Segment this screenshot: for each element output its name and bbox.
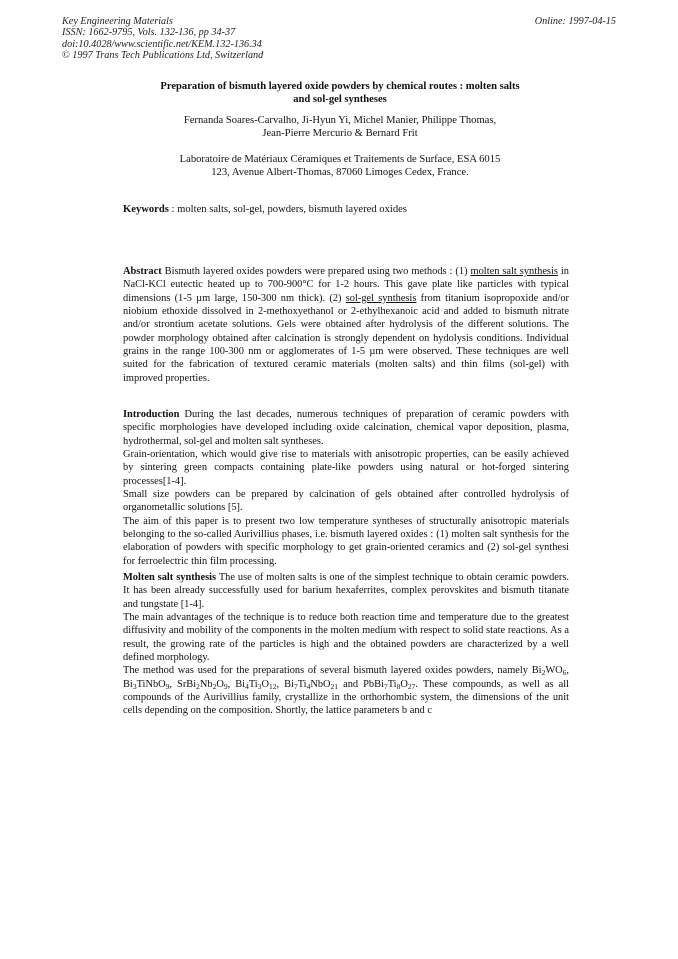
intro-paragraph: Grain-orientation, which would give rise to materials with anisotropic properties, can be easily achieved by sintering green compacts containing plate-like powders using natural or hot-forged sintering processes[1-4]. [123, 449, 569, 487]
copyright-line: © 1997 Trans Tech Publications Ltd, Switzerland [62, 49, 264, 61]
title-line: Preparation of bismuth layered oxide powders by chemical routes : molten salts [160, 81, 520, 92]
abstract-label: Abstract [123, 266, 162, 277]
paper-title [110, 80, 570, 107]
abstract-underlined-text: molten salt synthesis [470, 266, 558, 277]
doi-line: doi:10.4028/www.scientific.net/KEM.132-136.34 [62, 38, 262, 50]
molten-paragraph [123, 571, 569, 611]
molten-text: The method was used for the preparations of several bismuth layered oxides powders, namely [123, 665, 532, 677]
author-line: Jean-Pierre Mercurio & Bernard Frit [262, 128, 418, 140]
journal-name: Key Engineering Materials [62, 16, 173, 27]
author-list [110, 114, 570, 141]
introduction-heading: Introduction [123, 409, 180, 420]
citation-block [62, 16, 362, 61]
intro-paragraph: The aim of this paper is to present two low temperature syntheses of structurally anisotropic materials belonging to the so-called Aurivillius phases, i.e. bismuth layered oxides : (1) molten salt synthesis for the elaboration of powders with specific morphology to get grain-oriented ceramics and (2) sol-gel synthesi for ferroelectric thin film processing. [123, 515, 569, 567]
affiliation-line: 123, Avenue Albert-Thomas, 87060 Limoges Cedex, France. [211, 167, 469, 179]
formula-list: $Bi_2WO_6$, $Bi_3TiNbO_9$, $SrBi_2Nb_2O_9$, $Bi_4Ti_3O_{12}$, $Bi_7Ti_4NbO_{21}$ and $PbBi_7Ti_8O_{27}$. [123, 665, 569, 691]
abstract-text: from titanium isopropoxide and/or niobium ethoxide dissolved in 2-methoxyethanol or 2-ethylhexanoic acid and added to bismuth nitrate and/or strontium acetate solutions. Gels were obtained after hydrolysis of the different solutions. The powder morphology obtained after calcination is strongly dependent on hydolysis conditions. Individual grains in the range 100-300 nm or agglomerates of 1-5 µm were observed. These techniques are well suited for the fabrication of textured ceramic materials (molten salts) and thin films (sol-gel) with improved properties. [123, 292, 569, 384]
online-date: Online: 1997-04-15 [534, 16, 616, 27]
title-line: and sol-gel syntheses [293, 94, 387, 106]
molten-paragraph [123, 664, 569, 717]
molten-salt-heading: Molten salt synthesis [123, 572, 217, 583]
keywords-label: Keywords [123, 204, 169, 215]
molten-text: The use of molten salts is one of the simplest technique to obtain ceramic powders. It has been already successfully used for barium hexaferrites, complex perovskites and bismuth titanate and tungstate [1-4]. [123, 572, 570, 610]
molten-text: These compounds, as well as all compounds of the Aurivillius family, crystallize in the orthorhombic system, the dimensions of the unit cells depending on the composition. Shortly, the lattice parameters b and c [123, 678, 570, 717]
intro-text: During the last decades, numerous techniques of preparation of ceramic powders with specific morphologies have developed including oxide calcination, chemical vapor deposition, plasma, hydrothermal, sol-gel and molten salt syntheses. [123, 409, 569, 447]
abstract-section [123, 265, 569, 385]
affiliation-line: Laboratoire de Matériaux Céramiques et Traitements de Surface, ESA 6015 [179, 154, 501, 165]
molten-paragraph: The main advantages of the technique is to reduce both reaction time and temperature due to the greatest diffusivity and mobility of the components in the molten medium with respect to solid state reactions. As a result, the growing rate of the particles is high and the obtained powders are characterized by a well defined morphology. [123, 612, 569, 664]
abstract-underlined-text: sol-gel synthesis [345, 292, 417, 304]
abstract-paragraph [123, 265, 569, 385]
intro-paragraph [123, 408, 569, 448]
keywords-text: : molten salts, sol-gel, powders, bismuth layered oxides [168, 204, 407, 215]
author-line: Fernanda Soares-Carvalho, Ji-Hyun Yi, Michel Manier, Philippe Thomas, [183, 115, 497, 126]
intro-paragraph: Small size powders can be prepared by calcination of gels obtained after controlled hydrolysis of organometallic solutions [5]. [123, 489, 569, 514]
affiliation [110, 153, 570, 180]
abstract-text: Bismuth layered oxides powders were prepared using two methods : (1) [161, 266, 471, 277]
issn-line: ISSN: 1662-9795, Vols. 132-136, pp 34-37 [62, 27, 236, 39]
molten-salt-section [123, 571, 569, 718]
abstract-text: in NaCl-KCl eutectic heated up to 700-900°C for 1-2 hours. This gave plate like particles with typical dimensions (1-5 µm large, 150-300 nm thick). (2) [123, 266, 569, 304]
keywords [123, 203, 573, 216]
introduction-section [123, 408, 569, 568]
